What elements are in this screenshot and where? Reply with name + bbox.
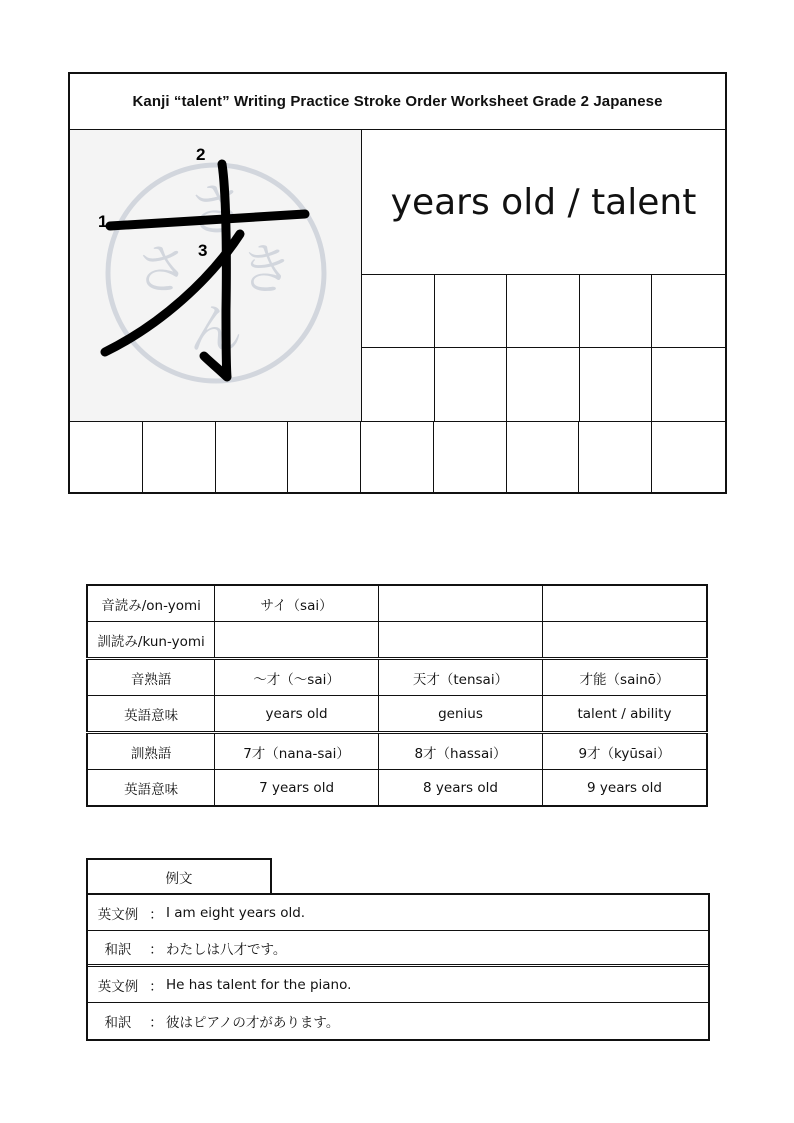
practice-cell <box>216 422 289 492</box>
table-row <box>87 696 707 733</box>
example-separator: ： <box>149 906 163 923</box>
example-label: 英文例 <box>97 978 139 995</box>
row-header: 訓読み/kun-yomi <box>87 622 215 659</box>
example-separator: ： <box>149 978 163 995</box>
table-cell: years old <box>215 696 379 733</box>
table-cell: 天才（tensai） <box>378 659 542 696</box>
practice-cell <box>652 275 725 348</box>
stroke-number-3: 3 <box>198 241 208 260</box>
svg-text:さ: さ <box>135 238 189 301</box>
svg-text:さ: さ <box>186 176 246 244</box>
example-row <box>88 967 708 1003</box>
example-row <box>88 931 708 967</box>
example-label: 和訳 <box>104 941 132 958</box>
example-text: I am eight years old. <box>166 904 306 921</box>
table-cell: 8才（hassai） <box>378 733 542 770</box>
practice-cell <box>507 422 580 492</box>
table-row <box>87 733 707 770</box>
svg-text:ん: ん <box>189 298 243 361</box>
table-cell: talent / ability <box>542 696 707 733</box>
watermark-stamp <box>108 165 324 381</box>
practice-cell <box>435 348 508 421</box>
stroke-1 <box>110 214 305 226</box>
readings-table <box>86 584 708 807</box>
table-cell <box>378 585 542 622</box>
practice-sheet <box>68 72 727 494</box>
table-cell: 9 years old <box>542 770 707 807</box>
page-title: Kanji “talent” Writing Practice Stroke Order Worksheet Grade 2 Japanese <box>70 74 725 130</box>
practice-cell <box>580 348 653 421</box>
practice-cell <box>143 422 216 492</box>
example-text: He has talent for the piano. <box>166 976 352 993</box>
table-row <box>87 585 707 622</box>
examples-table <box>86 893 710 1041</box>
example-row <box>88 895 708 931</box>
example-separator: ： <box>149 1015 163 1031</box>
example-label: 和訳 <box>104 1015 132 1031</box>
table-cell <box>542 622 707 659</box>
table-cell: 才能（sainō） <box>542 659 707 696</box>
example-text: 彼はピアノの才があります。 <box>166 1015 340 1031</box>
practice-cell <box>362 275 435 348</box>
practice-cell <box>435 275 508 348</box>
table-row <box>87 659 707 696</box>
example-label: 英文例 <box>97 906 139 923</box>
row-header: 音読み/on-yomi <box>87 585 215 622</box>
table-cell: 9才（kyūsai） <box>542 733 707 770</box>
kanji-stroke-order-box <box>70 130 362 421</box>
row-header: 音熟語 <box>87 659 215 696</box>
practice-cell <box>652 422 725 492</box>
example-separator: ： <box>149 941 163 958</box>
table-cell: サイ（sai） <box>215 585 379 622</box>
table-cell: 8 years old <box>378 770 542 807</box>
svg-text:き: き <box>239 238 293 301</box>
examples-tab: 例文 <box>86 858 272 894</box>
practice-cell <box>580 275 653 348</box>
practice-cell <box>507 348 580 421</box>
table-cell: 7才（nana-sai） <box>215 733 379 770</box>
row-header: 英語意味 <box>87 770 215 807</box>
example-row <box>88 1003 708 1039</box>
practice-cell <box>361 422 434 492</box>
table-cell <box>542 585 707 622</box>
example-text: わたしは八才です。 <box>166 941 287 958</box>
kanji-meaning: years old / talent <box>362 130 725 275</box>
table-row <box>87 622 707 659</box>
stroke-number-2: 2 <box>196 145 206 164</box>
practice-cell <box>507 275 580 348</box>
row-header: 訓熟語 <box>87 733 215 770</box>
table-cell: genius <box>378 696 542 733</box>
practice-cell <box>362 348 435 421</box>
row-header: 英語意味 <box>87 696 215 733</box>
practice-cell <box>652 348 725 421</box>
table-cell <box>378 622 542 659</box>
table-cell: 7 years old <box>215 770 379 807</box>
stroke-number-1: 1 <box>98 212 108 231</box>
table-cell <box>215 622 379 659</box>
table-cell: 〜才（〜sai） <box>215 659 379 696</box>
practice-cell <box>579 422 652 492</box>
kanji-stroke-diagram <box>70 130 361 421</box>
practice-cell <box>70 422 143 492</box>
table-row <box>87 770 707 807</box>
practice-cell <box>434 422 507 492</box>
practice-cell <box>288 422 361 492</box>
